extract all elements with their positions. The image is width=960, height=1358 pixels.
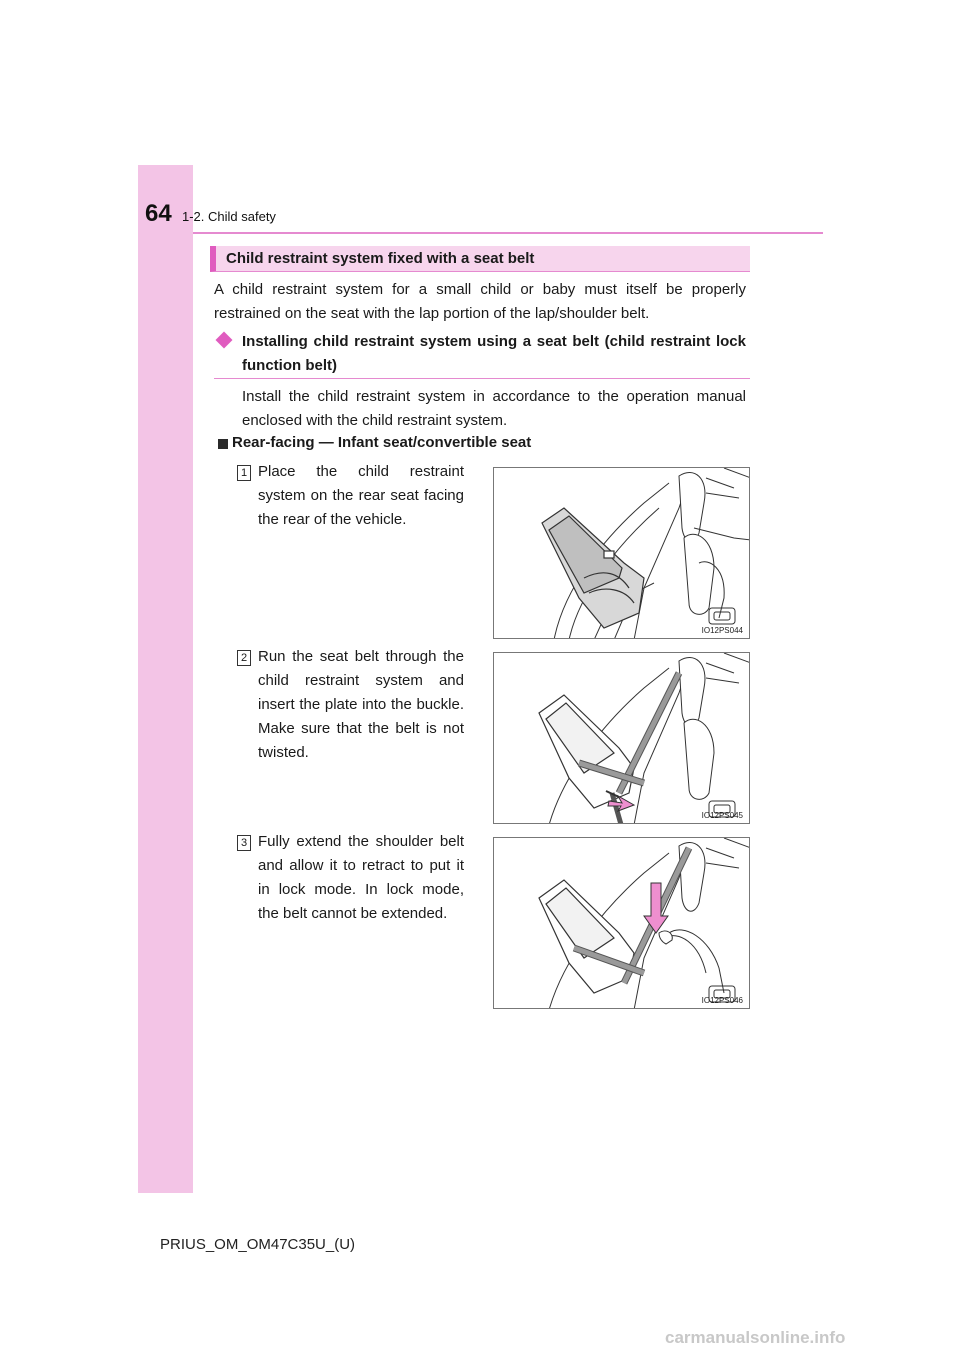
diamond-icon	[216, 332, 233, 349]
seat-illustration-2	[494, 653, 750, 824]
page-number: 64	[145, 200, 172, 227]
step-number-3: 3	[237, 835, 251, 851]
step-text-3: Fully extend the shoulder belt and allow it to retract to put it in lock mode. In lock mode, the belt cannot be extended.	[258, 833, 464, 922]
illustration-step-2	[493, 652, 750, 824]
subsection-rule	[214, 378, 750, 379]
square-bullet-icon	[218, 439, 228, 449]
header-rule	[193, 232, 823, 234]
step-text-2: Run the seat belt through the child restraint system and insert the plate into the buckle. Make sure that the belt is not twisted.	[258, 648, 464, 761]
side-color-band	[138, 165, 193, 1193]
figure-code-1: IO12PS044	[701, 626, 743, 635]
step-number-2: 2	[237, 650, 251, 666]
section-heading	[210, 246, 750, 272]
illustration-step-3	[493, 837, 750, 1009]
topic-heading: Rear-facing — Infant seat/convertible seat	[232, 434, 532, 451]
seat-illustration-3	[494, 838, 750, 1009]
seat-illustration-1	[494, 468, 750, 639]
step-number-1: 1	[237, 465, 251, 481]
install-instructions: Install the child restraint system in accordance to the operation manual enclosed with the child restraint system.	[242, 388, 746, 429]
section-heading-text: Child restraint system fixed with a seat belt	[226, 250, 535, 267]
step-text-1: Place the child restraint system on the rear seat facing the rear of the vehicle.	[258, 463, 464, 528]
figure-code-2: IO12PS045	[701, 811, 743, 820]
section-path: 1-2. Child safety	[182, 209, 276, 224]
figure-code-3: IO12PS046	[701, 996, 743, 1005]
intro-paragraph: A child restraint system for a small child or baby must itself be properly restrained on the seat with the lap portion of the lap/shoulder belt.	[214, 281, 746, 322]
watermark: carmanualsonline.info	[665, 1328, 846, 1347]
subsection-heading: Installing child restraint system using a seat belt (child restraint lock function belt)	[242, 333, 746, 374]
document-id: PRIUS_OM_OM47C35U_(U)	[160, 1236, 356, 1253]
illustration-step-1	[493, 467, 750, 639]
